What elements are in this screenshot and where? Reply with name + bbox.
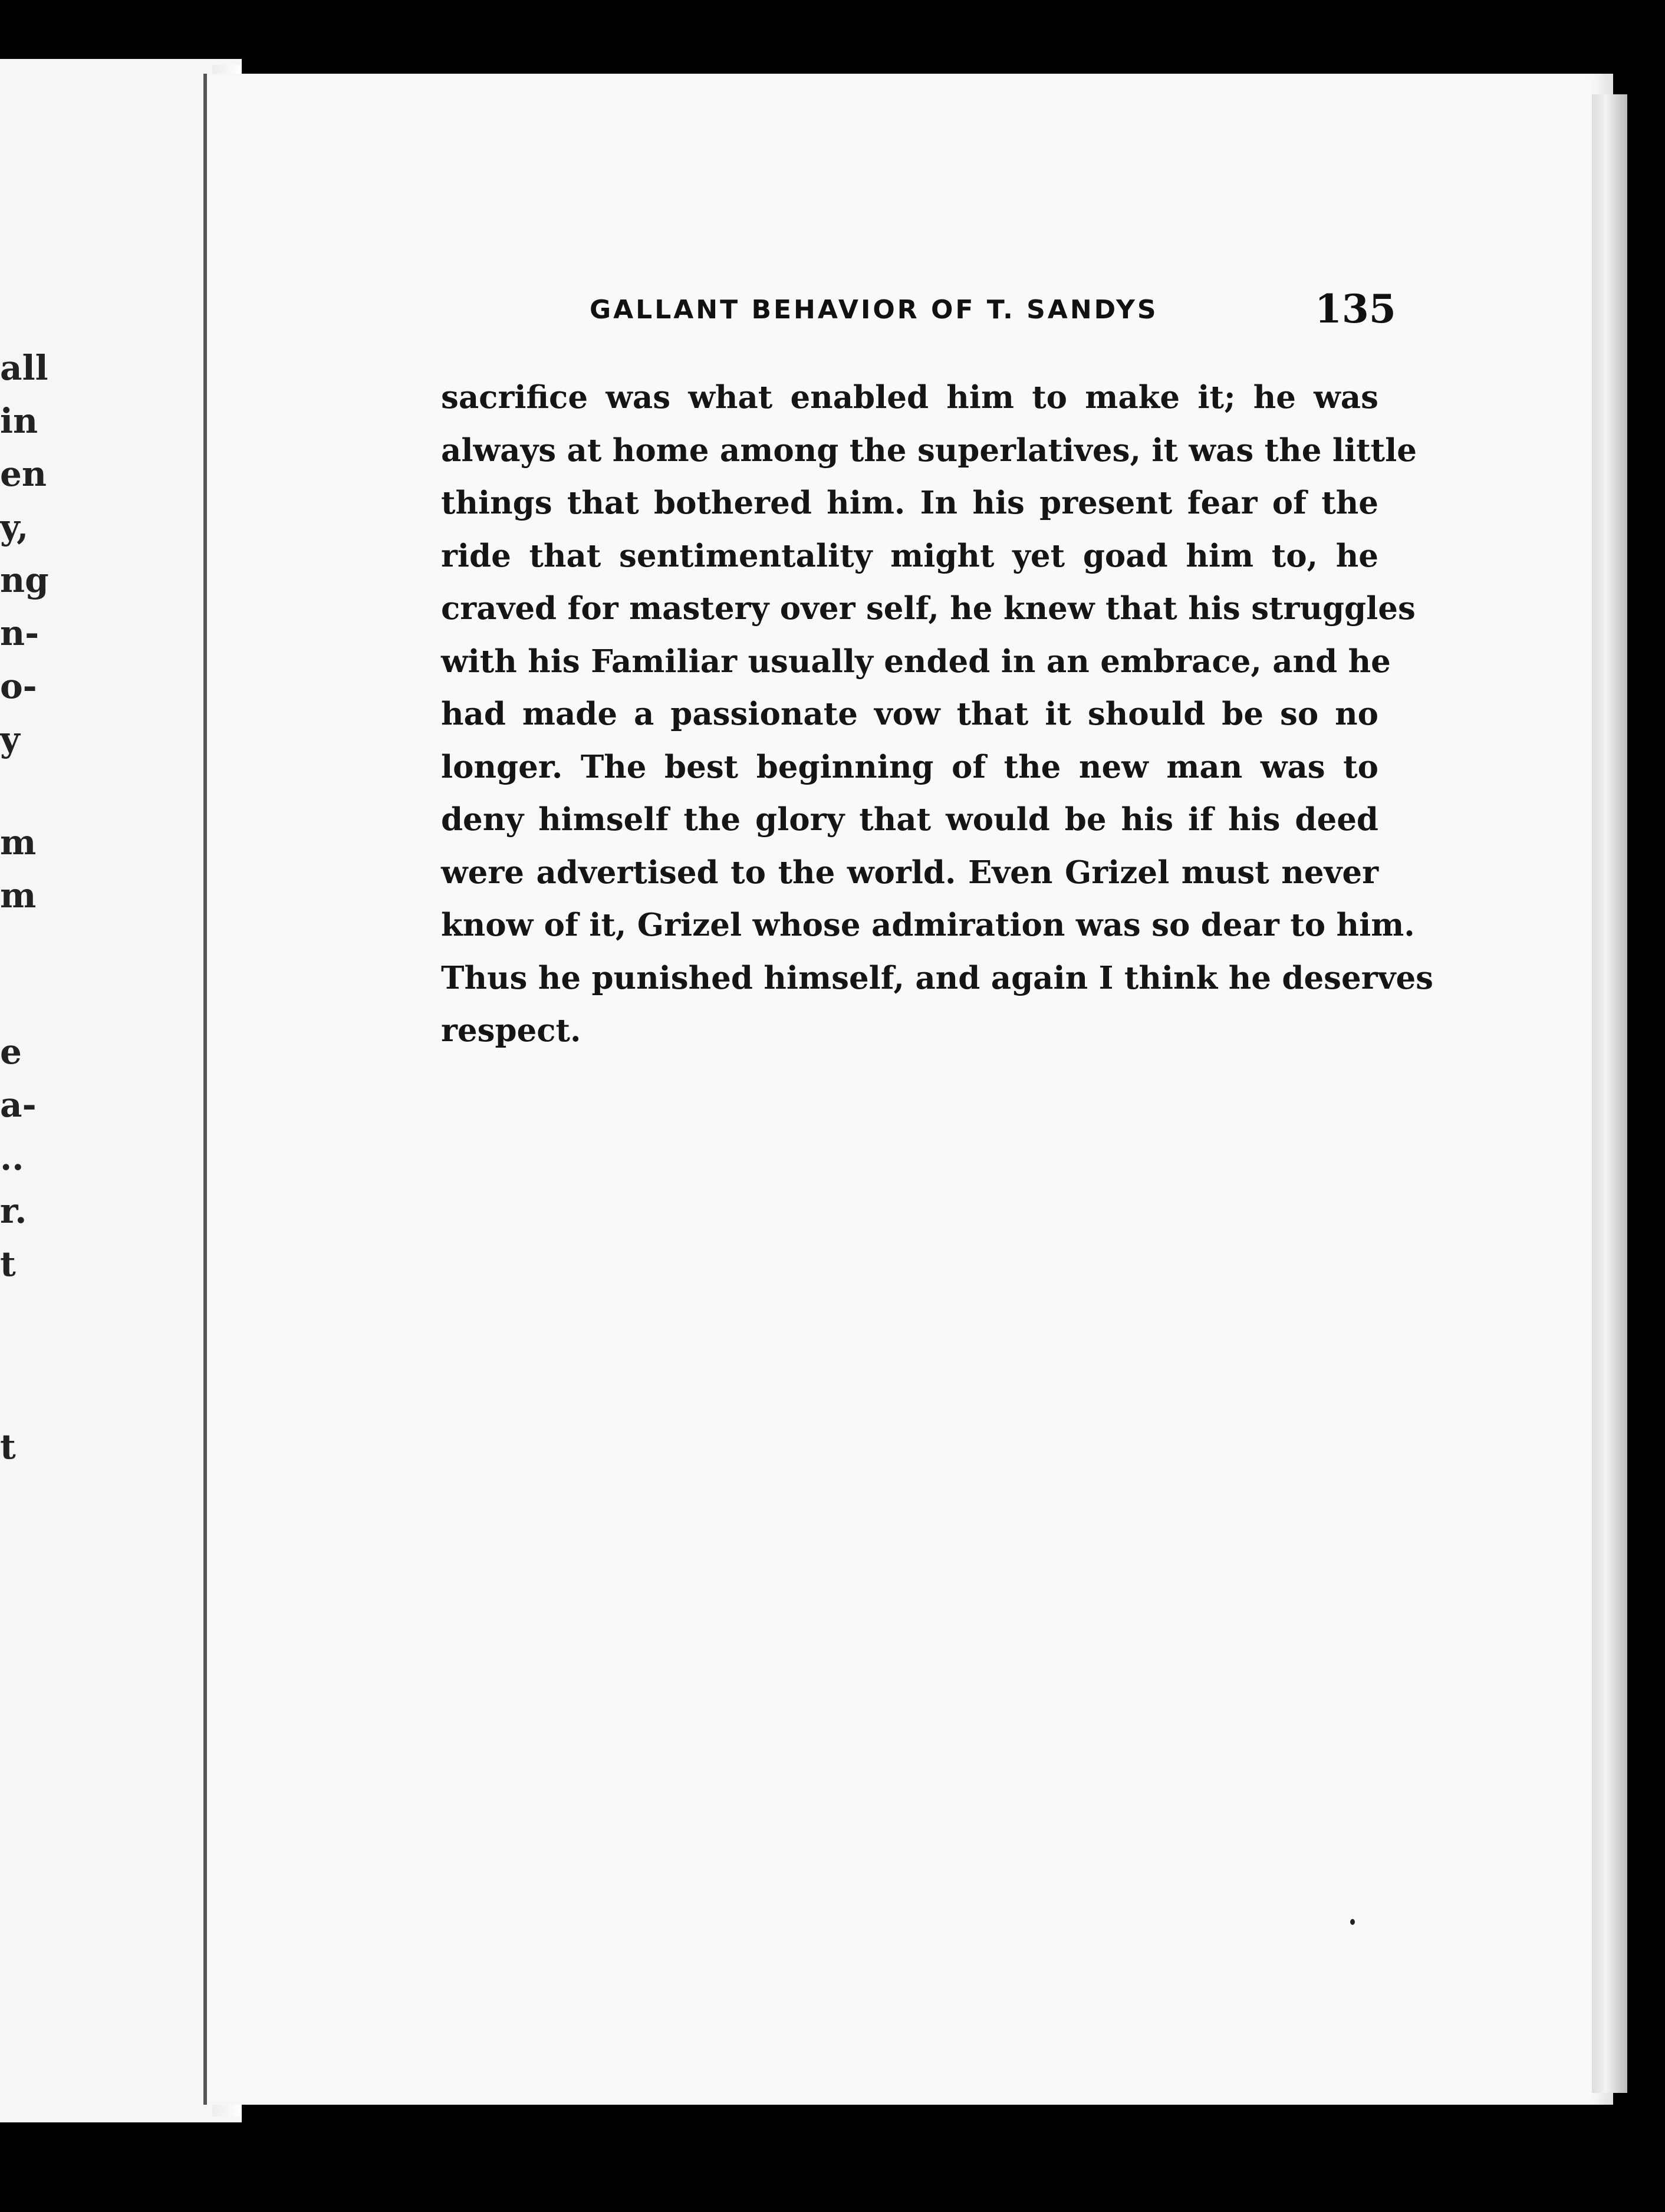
text-line: know of it, Grizel whose admiration was so dear to him. — [441, 907, 1415, 943]
text-line: always at home among the superlatives, it was the little — [441, 432, 1417, 469]
text-line: ride that sentimentality might yet goad him to, he — [441, 537, 1378, 574]
fragment: en — [0, 454, 47, 494]
fragment: in — [0, 401, 38, 441]
text-line: sacrifice was what enabled him to make it; he was — [441, 379, 1378, 416]
fragment: all — [0, 348, 48, 388]
facing-page-text-fragments — [0, 348, 71, 1527]
ink-speck — [1350, 1919, 1355, 1925]
fragment: o- — [0, 666, 37, 706]
fragment: .. — [0, 1138, 24, 1178]
fragment: m — [0, 875, 37, 916]
fragment: ng — [0, 560, 49, 600]
fragment: r. — [0, 1191, 27, 1231]
fragment: m — [0, 822, 37, 863]
body-paragraph — [441, 371, 1434, 1058]
page-edge — [1592, 94, 1627, 2093]
text-line: were advertised to the world. Even Grizel must never — [441, 854, 1378, 891]
text-line: craved for mastery over self, he knew that his struggles — [441, 590, 1416, 627]
text-line: Thus he punished himself, and again I think he deserves — [441, 959, 1434, 996]
text-line: with his Familiar usually ended in an embrace, and he — [441, 643, 1391, 680]
text-line: deny himself the glory that would be his if his deed — [441, 801, 1378, 838]
fragment: a- — [0, 1085, 37, 1125]
text-line: respect. — [441, 1012, 581, 1049]
text-line: longer. The best beginning of the new man was to — [441, 748, 1378, 785]
running-head: GALLANT BEHAVIOR OF T. SANDYS — [590, 295, 1159, 325]
fragment: t — [0, 1244, 16, 1284]
page-number: 135 — [1315, 286, 1396, 332]
fragment: y, — [0, 507, 29, 547]
fragment: t — [0, 1427, 16, 1467]
fragment: e — [0, 1032, 22, 1072]
fragment: n- — [0, 613, 40, 653]
text-line: had made a passionate vow that it should be so no — [441, 696, 1378, 732]
text-line: things that bothered him. In his present fear of the — [441, 485, 1378, 521]
fragment: y — [0, 719, 20, 759]
